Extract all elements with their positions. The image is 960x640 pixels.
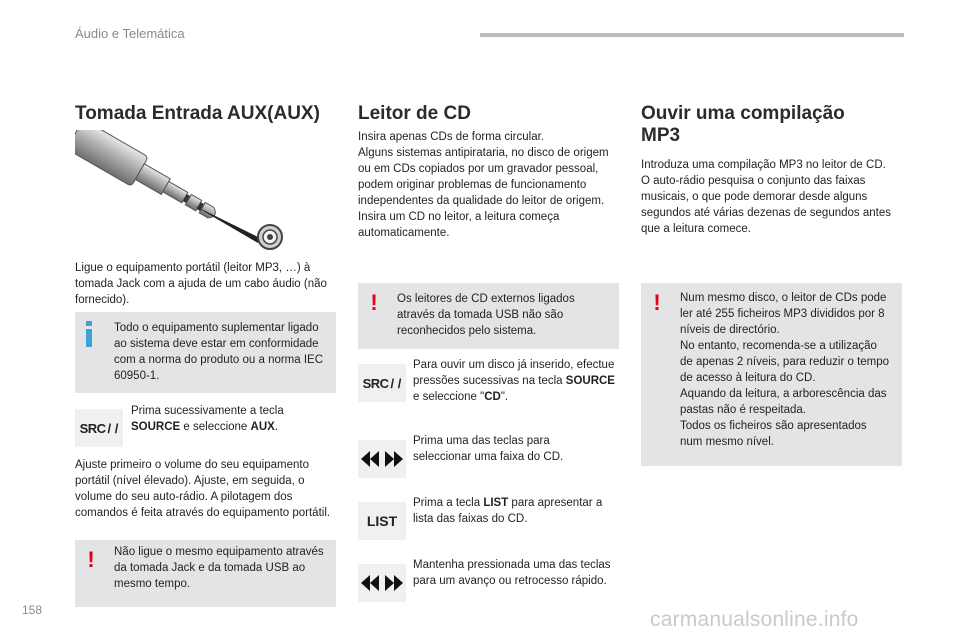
jack-plug-illustration [75,130,300,255]
seek-arrows-icon [360,574,404,592]
warning-box-jack-usb [75,540,336,607]
page-number: 158 [22,603,43,617]
mp3-paragraph: Introduza uma compilação MP3 no leitor de CD. O auto-rádio pesquisa o conjunto das faixas musicais, o que pode demorar desde alguns segundos até várias dezenas de segundos antes que a leitura comece. [641,159,891,235]
warning-box-mp3 [641,283,902,466]
seek-text: Prima uma das teclas para seleccionar uma faixa do CD. [413,435,564,463]
warning-icon: ! [653,290,661,315]
volume-paragraph: Ajuste primeiro o volume do seu equipamento portátil (nível élevado). Ajuste, em seguida, o volume do seu auto-rádio. A pilotagem dos comandos é feita através do equipamento portátil. [75,459,331,519]
aux-source-text: Prima sucessivamente a tecla SOURCE e seleccione AUX. [131,405,284,433]
fast-seek-buttons-icon [358,564,406,602]
fast-seek-text: Mantenha pressionada uma das teclas para um avanço ou retrocesso rápido. [413,559,611,587]
info-box [75,312,336,393]
watermark: carmanualsonline.info [650,608,859,631]
cd-title: Leitor de CD [358,103,471,124]
aux-title: Tomada Entrada AUX(AUX) [75,103,320,124]
seek-arrows-icon [360,450,404,468]
list-text: Prima a tecla LIST para apresentar a lista das faixas do CD. [413,497,603,525]
warning-box-external-cd [358,283,619,349]
seek-buttons-icon [358,440,406,478]
mp3-title: Ouvir uma compilação MP3 [641,103,845,146]
source-button-icon: SRC / / [75,409,123,447]
list-button-icon: LIST [358,502,406,540]
info-box-text: Todo o equipamento suplementar ligado ao sistema deve estar em conformidade com a norma do produto ou a norma IEC 60950-1. [114,322,324,382]
cd-paragraph: Insira apenas CDs de forma circular. Alguns sistemas antipirataria, no disco de origem ou em CDs copiados por um gravador pessoal, podem originar problemas de funcionamento independentes da qualidade do leitor de origem. Insira um CD no leitor, a leitura começa automaticamente. [358,131,609,239]
cd-source-text: Para ouvir um disco já inserido, efectue pressões sucessivas na tecla SOURCE e seleccione "CD". [413,359,615,403]
warning-icon: ! [370,290,378,315]
aux-connect-paragraph: Ligue o equipamento portátil (leitor MP3, …) à tomada Jack com a ajuda de um cabo áudio (não fornecido). [75,262,327,306]
section-header: Áudio e Telemática [75,26,185,41]
info-icon [85,321,93,347]
warning-icon: ! [87,547,95,572]
source-button-icon: SRC / / [358,364,406,402]
warning-text: Num mesmo disco, o leitor de CDs pode ler até 255 ficheiros MP3 divididos por 8 níveis de directório. No entanto, recomenda-se a utilização de apenas 2 níveis, para reduzir o tempo de acesso à leitura do CD. Aquando da leitura, a arborescência das pastas não é respeitada. Todos os ficheiros são apresentados num mesmo nível. [680,292,890,448]
warning-text: Os leitores de CD externos ligados através da tomada USB não são reconhecidos pelo sistema. [397,293,575,337]
warning-text: Não ligue o mesmo equipamento através da tomada Jack e da tomada USB ao mesmo tempo. [114,546,324,590]
header-rule [480,33,904,37]
